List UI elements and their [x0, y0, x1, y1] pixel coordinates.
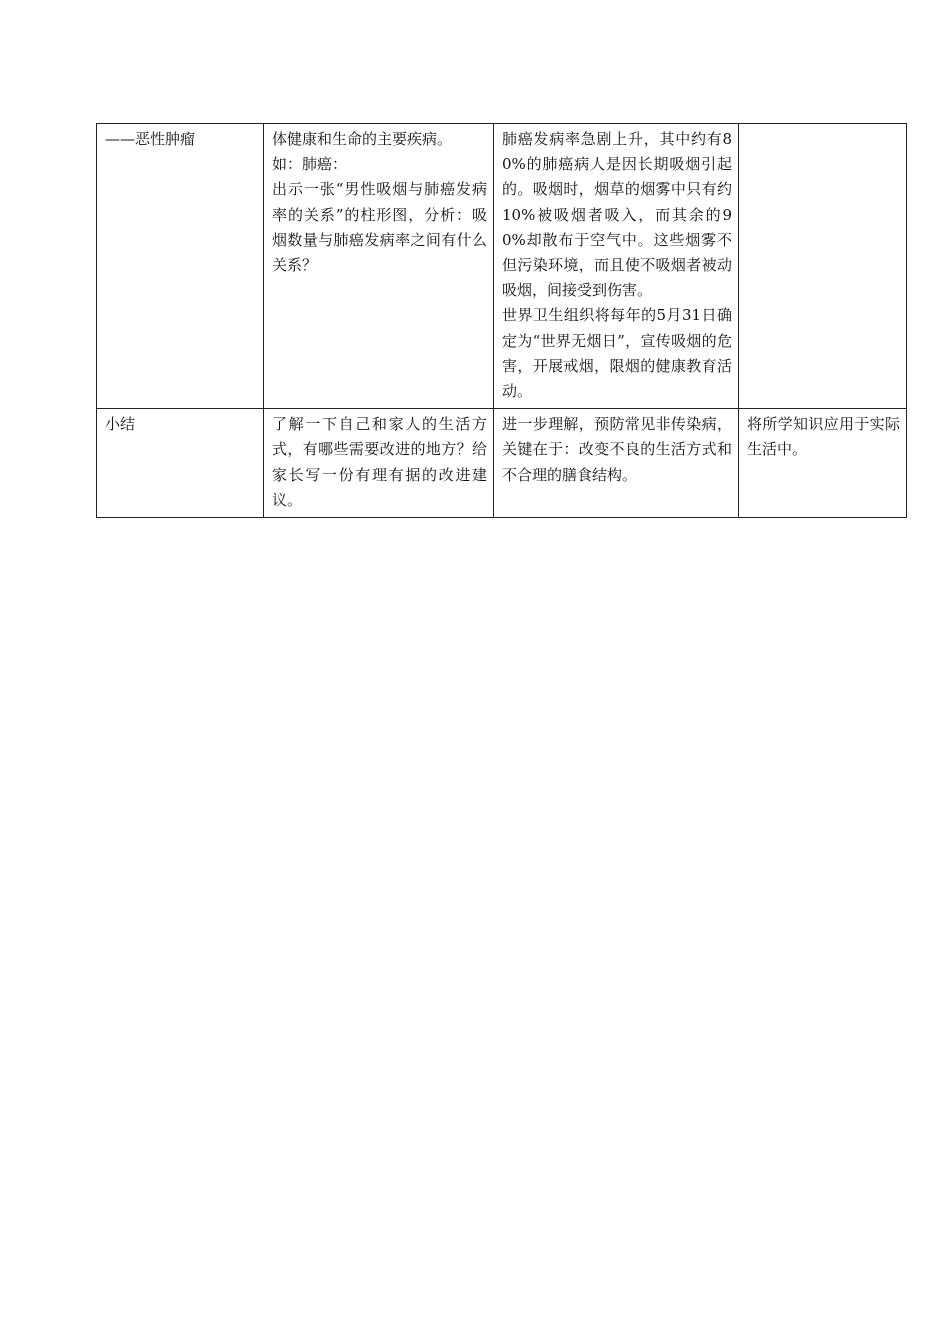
- table-row: [97, 124, 907, 409]
- teacher-activity-cell: [264, 124, 494, 409]
- teacher-activity-paragraph: 了解一下自己和家人的生活方式，有哪些需要改进的地方？给家长写一份有理有据的改进建议。: [272, 415, 487, 509]
- teacher-activity-paragraph: 出示一张“男性吸烟与肺癌发病率的关系”的柱形图，分析：吸烟数量与肺癌发病率之间有什么关系？: [272, 180, 487, 275]
- student-activity-cell: [494, 409, 739, 518]
- student-activity-paragraph: 肺癌发病率急剧上升，其中约有80%的肺癌病人是因长期吸烟引起的。吸烟时，烟草的烟雾中只有约10%被吸烟者吸入，而其余的90%却散布于空气中。这些烟雾不但污染环境，而且使不吸烟者被动吸烟，间接受到伤害。: [502, 130, 732, 300]
- topic-text: 小结: [105, 415, 136, 434]
- topic-cell: [97, 124, 264, 409]
- design-intent-cell: [739, 409, 907, 518]
- student-activity-cell: [494, 124, 739, 409]
- table-row: [97, 409, 907, 518]
- teacher-activity-cell: [264, 409, 494, 518]
- topic-text: ——恶性肿瘤: [105, 130, 196, 148]
- design-intent-cell: [739, 124, 907, 409]
- topic-cell: [97, 409, 264, 518]
- lesson-plan-table: [96, 123, 907, 518]
- teacher-activity-paragraph: 如：肺癌：: [272, 155, 348, 174]
- design-intent-text: 将所学知识应用于实际生活中。: [747, 415, 900, 459]
- student-activity-paragraph: 进一步理解，预防常见非传染病，关键在于：改变不良的生活方式和不合理的膳食结构。: [502, 415, 732, 484]
- student-activity-paragraph: 世界卫生组织将每年的5月31日确定为“世界无烟日”，宣传吸烟的危害，开展戒烟，限烟的健康教育活动。: [502, 306, 732, 401]
- teacher-activity-paragraph: 体健康和生命的主要疾病。: [272, 130, 453, 148]
